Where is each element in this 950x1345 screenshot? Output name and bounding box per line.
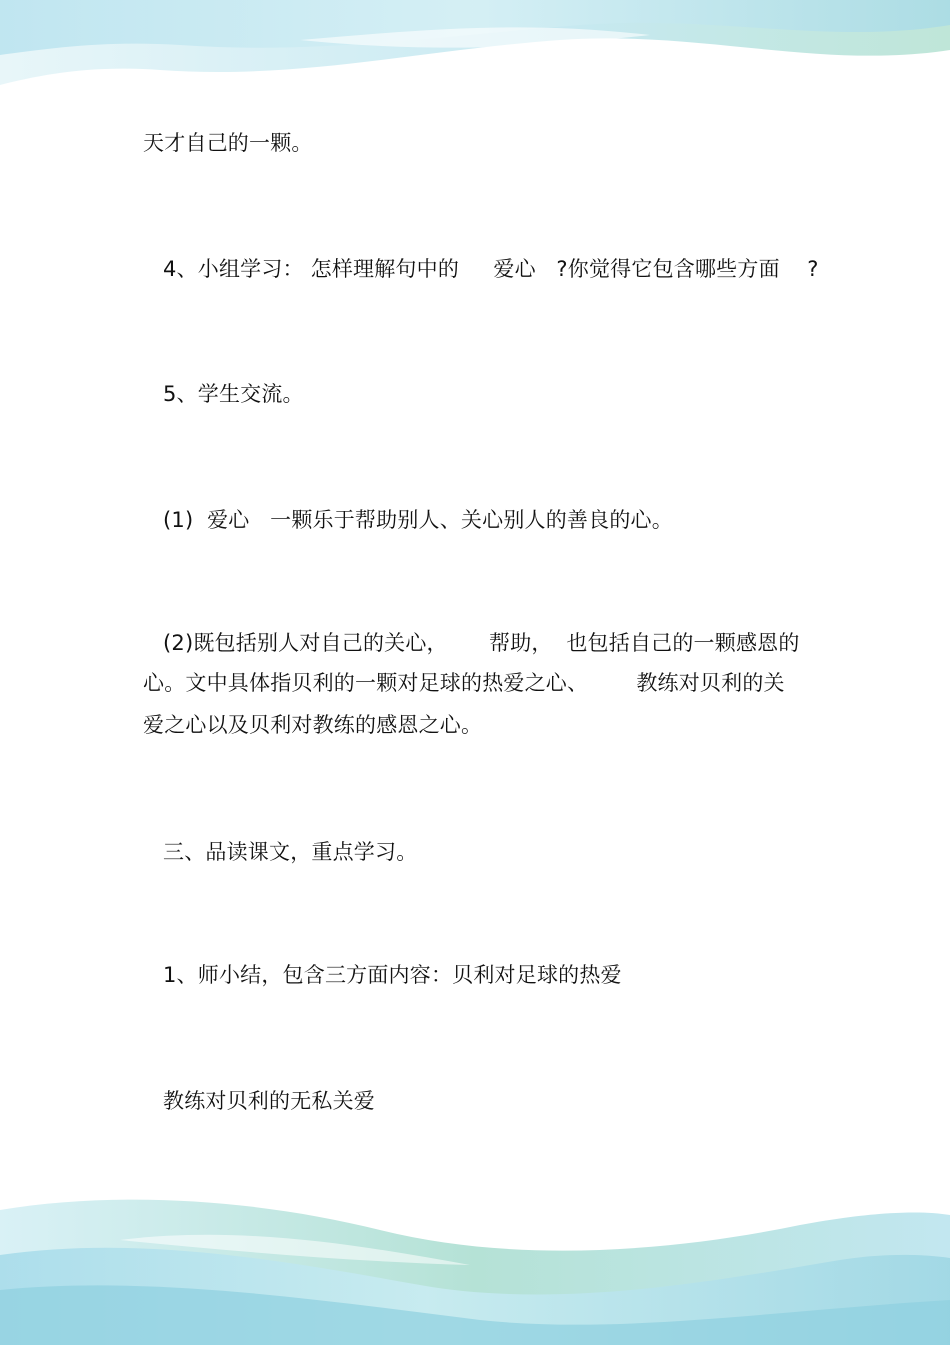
text-line-2: 4、小组学习： 怎样理解句中的 爱心 ?你觉得它包含哪些方面 ?	[163, 257, 819, 281]
text-line-10: 教练对贝利的无私关爱	[163, 1089, 375, 1113]
text-line-5: (2)既包括别人对自己的关心， 帮助， 也包括自己的一颗感恩的	[163, 631, 800, 655]
text-line-3: 5、学生交流。	[163, 382, 304, 406]
text-line-7: 爱之心以及贝利对教练的感恩之心。	[143, 713, 483, 737]
text-line-6: 心。文中具体指贝利的一颗对足球的热爱之心、 教练对贝利的关	[143, 671, 785, 695]
text-line-9: 1、师小结，包含三方面内容：贝利对足球的热爱	[163, 963, 622, 987]
text-line-4: (1) 爱心 一颗乐于帮助别人、关心别人的善良的心。	[163, 508, 673, 532]
text-line-8: 三、品读课文，重点学习。	[163, 840, 418, 864]
text-line-1: 天才自己的一颗。	[143, 131, 313, 155]
footer-wave-decoration	[0, 1170, 950, 1345]
header-wave-decoration	[0, 0, 950, 100]
